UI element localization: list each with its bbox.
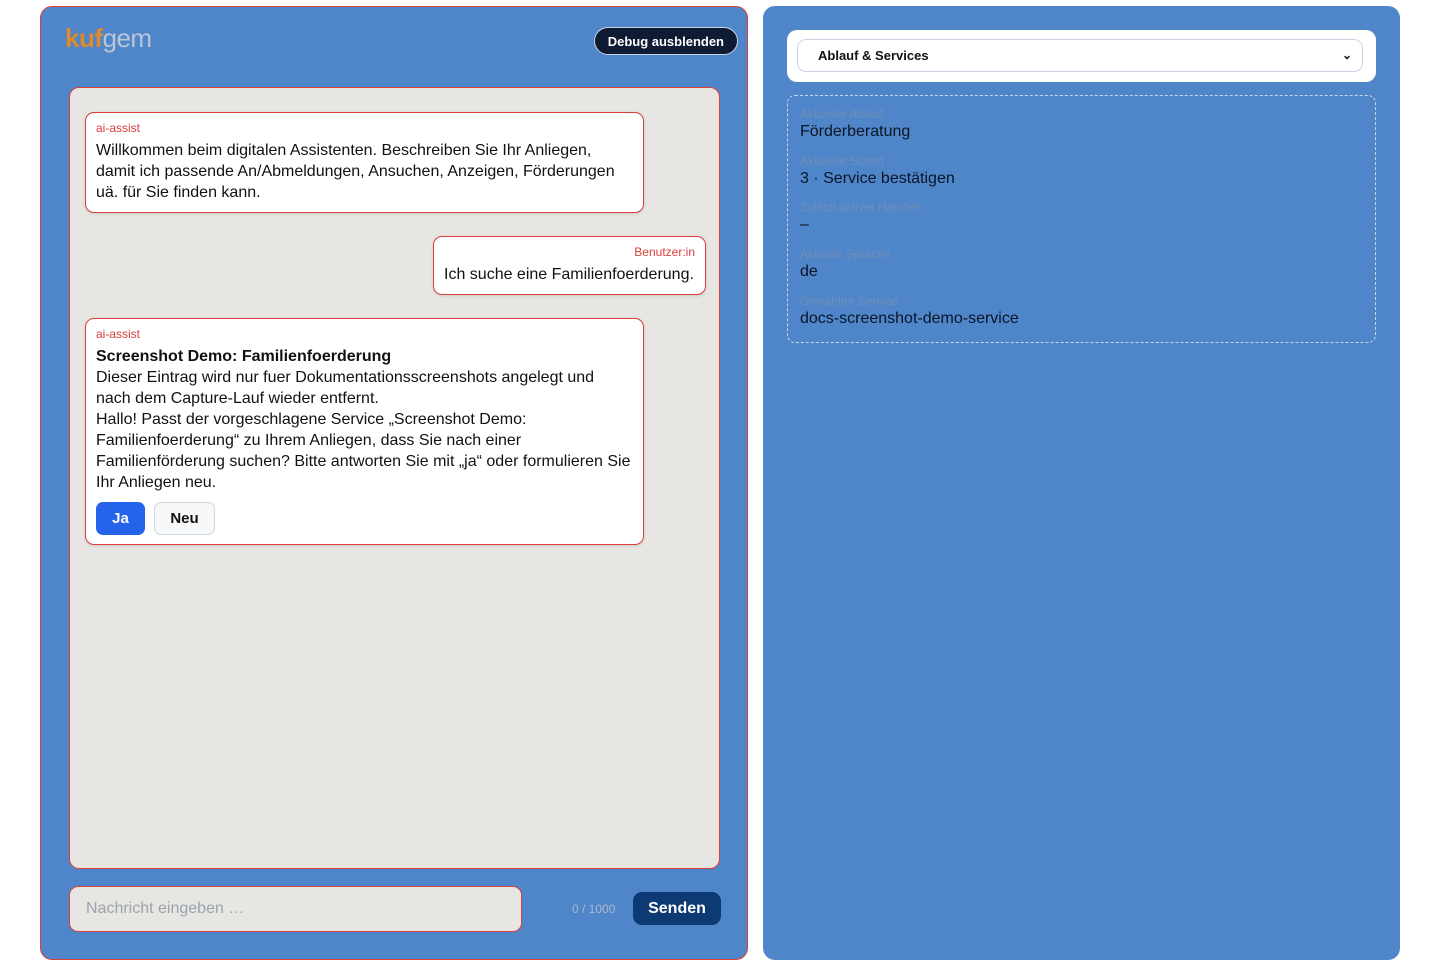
- state-value: docs-screenshot-demo-service: [800, 309, 1019, 327]
- select-value: Ablauf & Services: [818, 48, 929, 63]
- message-list[interactable]: [69, 87, 720, 869]
- kufgem-logo: [65, 23, 152, 54]
- state-row: [800, 107, 1363, 154]
- chevron-down-icon: ⌄: [1341, 48, 1352, 62]
- assistant-message: [85, 112, 644, 213]
- message-text: Willkommen beim digitalen Assistenten. Beschreiben Sie Ihr Anliegen, damit ich passende An/Abmeldungen, Ansuchen, Anzeigen, Förderungen uä. für Sie finden kann.: [96, 142, 615, 201]
- debug-view-select[interactable]: [797, 39, 1363, 72]
- debug-toggle-button[interactable]: Debug ausblenden: [594, 27, 738, 55]
- message-input[interactable]: [69, 886, 522, 932]
- state-value: Förderberatung: [800, 123, 911, 140]
- yes-button[interactable]: Ja: [96, 502, 145, 535]
- reply-buttons: [96, 502, 633, 535]
- logo-part-1: kuf: [65, 23, 103, 53]
- state-label: Aktueller Ablauf: [800, 107, 884, 121]
- state-label: Aktuelle Sprache: [800, 247, 891, 262]
- debug-panel: [763, 6, 1400, 960]
- debug-select-container: [787, 30, 1376, 82]
- state-value: –: [800, 216, 809, 234]
- message-text: Ich suche eine Familienfoerderung.: [444, 266, 694, 283]
- message-sender: Benutzer:in: [634, 245, 695, 259]
- debug-state-box: [787, 95, 1376, 343]
- message-sender: ai-assist: [96, 121, 141, 135]
- state-label: Aktueller Schritt: [800, 153, 885, 168]
- state-label: Zuletzt aktiver Handler: [800, 200, 921, 215]
- send-button[interactable]: Senden: [633, 892, 721, 925]
- chat-panel: [40, 6, 748, 960]
- message-text: Hallo! Passt der vorgeschlagene Service „Screenshot Demo: Familienfoerderung“ zu Ihrem Anliegen, dass Sie nach einer Familienförderung suchen? Bitte antworten Sie mit „ja“ oder formulieren Sie Ihr Anliegen neu.: [96, 411, 631, 491]
- character-counter: 0 / 1000: [572, 902, 616, 916]
- message-sender: ai-assist: [96, 327, 141, 341]
- service-title: Screenshot Demo: Familienfoerderung: [96, 348, 392, 365]
- state-value: de: [800, 263, 818, 281]
- assistant-message: [85, 318, 644, 545]
- state-row: [800, 200, 1363, 247]
- state-row: [800, 154, 1363, 201]
- state-value: 3 · Service bestätigen: [800, 169, 955, 187]
- state-row: [800, 247, 1363, 294]
- new-button[interactable]: Neu: [154, 502, 215, 535]
- state-label: Gewählter Service: [800, 293, 899, 308]
- message-text: Dieser Eintrag wird nur fuer Dokumentationsscreenshots angelegt und nach dem Capture-Lauf wieder entfernt.: [96, 369, 595, 407]
- user-message: [433, 236, 706, 295]
- state-row: [800, 294, 1363, 341]
- logo-part-2: gem: [102, 23, 152, 53]
